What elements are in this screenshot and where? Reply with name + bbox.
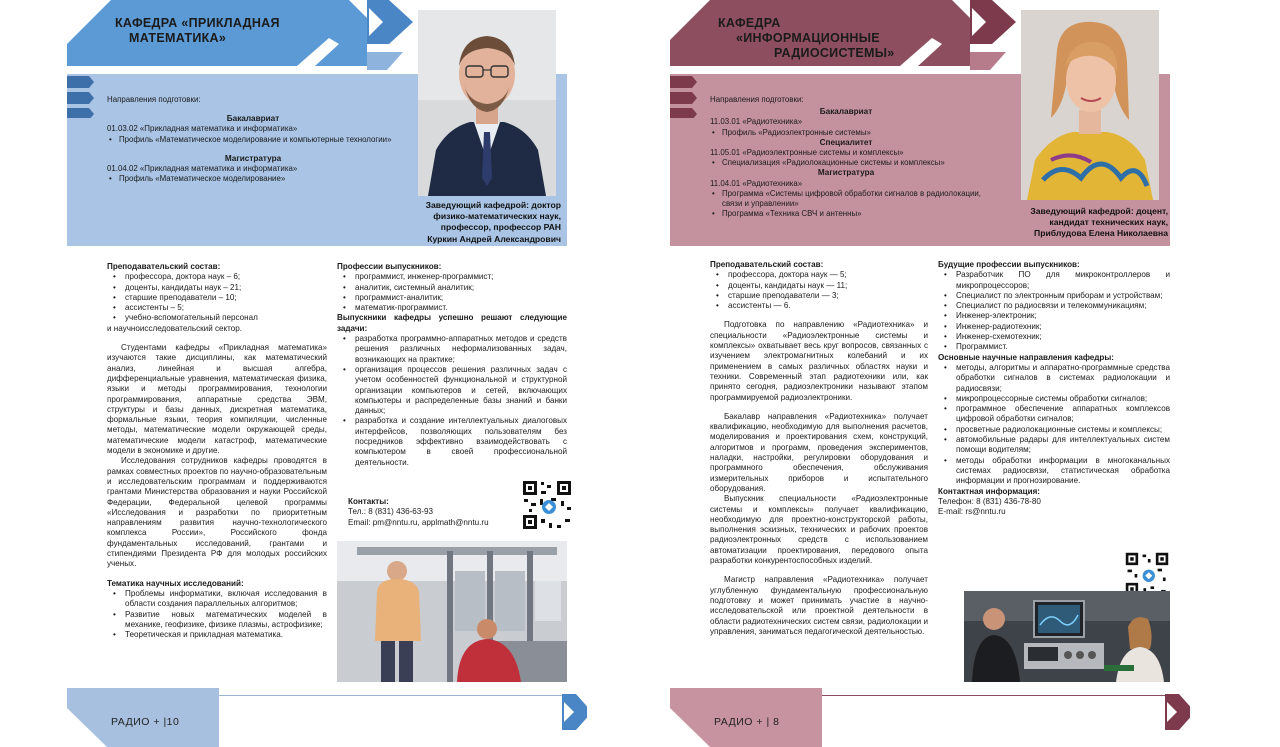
- header-banner: [67, 0, 367, 66]
- bachelor-code: 01.03.02 «Прикладная математика и информатика»: [107, 124, 298, 134]
- department-head-photo: [1021, 10, 1159, 200]
- task-item: • разработка и создание интеллектуальных диалоговых интерфейсов, позволяющих пользователям без посредников эффективно взаимодействовать с компьютером в своей профессиональной деятельности.: [337, 416, 567, 467]
- bachelor-heading: Бакалавриат: [819, 107, 873, 117]
- footer-chevron: [562, 694, 587, 747]
- profession-item: • программист, инженер-программист;: [337, 272, 567, 282]
- page-number: РАДИО + |10: [111, 716, 180, 728]
- left-column: [710, 260, 928, 637]
- master-code: 11.04.01 «Радиотехника»: [710, 178, 803, 188]
- portrait-illustration: [1021, 10, 1159, 200]
- lab-photo: [964, 591, 1170, 682]
- contact-email[interactable]: E-mail: rs@nntu.ru: [938, 507, 1006, 517]
- bachelor-paragraph: Бакалавр направления «Радиотехника» получает квалификацию, необходимую для выполнения расчетов, моделирования и проектирования схем, конструкций, алгоритмов и программ, проведения экспериментов, наладки, настройки, регулировки оборудования и программного обеспечения, обслуживания измерительных приборов и испытательного оборудования.: [710, 411, 928, 493]
- master-paragraph: Магистр направления «Радиотехника» получает углубленную фундаментальную профессиональную подготовку и может принимать участие в научно-исследовательской или проектной деятельности в области радиотехнических систем связи, радиолокации и управления, заниматься педагогической деятельностью.: [710, 575, 928, 636]
- head-caption-line: профессор, профессор РАН: [440, 222, 561, 233]
- future-item: • Инженер-радиотехник;: [938, 322, 1170, 332]
- future-heading: Будущие профессии выпускников:: [938, 260, 1080, 269]
- task-item: • организация процессов решения различных задач с учетом особенностей функциональной и структурной организации компьютеров и сетей, включающих компьютеры и распределенные базы знаний и банки данных;: [337, 365, 567, 416]
- bachelor-code: 11.03.01 «Радиотехника»: [710, 117, 803, 127]
- footer-line: [219, 695, 564, 696]
- science-item: • методы обработки информации в многоканальных системах радиосвязи, статистическая обработка информации и прогнозирование.: [938, 456, 1170, 487]
- programs-block: [710, 95, 982, 219]
- department-title-line1: КАФЕДРА «ПРИКЛАДНАЯ: [115, 16, 280, 30]
- science-item: • программное обеспечение аппаратных комплексов цифровой обработки сигналов;: [938, 404, 1170, 425]
- department-title-line2: МАТЕМАТИКА»: [129, 31, 227, 45]
- contacts-phone: Тел.: 8 (831) 436-63-93: [348, 507, 433, 517]
- staff-item: • учебно-вспомогательный персонал: [107, 313, 327, 323]
- portrait-illustration: [418, 10, 556, 196]
- programs-block: [107, 95, 399, 184]
- department-title: [718, 16, 895, 61]
- staff-item: • профессора, доктора наук — 5;: [710, 270, 928, 280]
- bachelor-profile: • Профиль «Радиоэлектронные системы»: [710, 128, 982, 138]
- master-code: 01.04.02 «Прикладная математика и информатика»: [107, 164, 298, 174]
- department-title-line2: «ИНФОРМАЦИОННЫЕ: [736, 31, 880, 45]
- staff-item: • старшие преподаватели — 3;: [710, 291, 928, 301]
- staff-heading: Преподавательский состав:: [107, 262, 221, 271]
- footer-corner-shape: [67, 688, 107, 747]
- graduate-paragraph: Выпускник специальности «Радиоэлектронные системы и комплексы» получает квалификацию, необходимую для проектно-конструкторской работы, выполнения эскизных, технических и рабочих проектов радиоэлектронных средств с использованием автоматизации проектирования, передового опыта разработки конкурентоспособных изделий.: [710, 494, 928, 566]
- students-paragraph: Студентами кафедры «Прикладная математика» изучаются такие дисциплины, как математический анализ, линейная и высшая алгебра, дифференциальные уравнения, математическая физика, языки и методы программирования, технологии программирования, аппаратные средства ЭВМ, структуры и базы данных, дискретная математика, формальные языки, теория компиляции, численные методы, математические модели окружающей среды, математические модели катастроф, математические модели в экономике и другие.: [107, 343, 327, 456]
- master-profile: • Профиль «Математическое моделирование»: [107, 174, 399, 184]
- right-column: [337, 262, 567, 468]
- footer-chevron: [1165, 694, 1190, 747]
- head-caption-line: Заведующий кафедрой: доцент,: [1030, 206, 1168, 216]
- staff-heading: Преподавательский состав:: [710, 260, 824, 269]
- profession-item: • программист-аналитик;: [337, 293, 567, 303]
- head-caption-line: кандидат технических наук,: [1049, 217, 1168, 228]
- staff-item: • ассистенты — 6.: [710, 301, 928, 311]
- department-title-line1: КАФЕДРА: [718, 16, 781, 30]
- head-caption-line: Куркин Андрей Александрович: [427, 233, 561, 244]
- science-item: • микропроцессорные системы обработки сигналов;: [938, 394, 1170, 404]
- specialist-spec: • Специализация «Радиолокационные системы и комплексы»: [710, 158, 982, 168]
- future-item: • Инженер-схемотехник;: [938, 332, 1170, 342]
- chevron-decoration: [970, 0, 1016, 70]
- science-item: • методы, алгоритмы и аппаратно-программные средства обработки сигналов в системах радиолокации и радиосвязи;: [938, 363, 1170, 394]
- topics-heading: Тематика научных исследований:: [107, 578, 244, 588]
- specialist-code: 11.05.01 «Радиоэлектронные системы и комплексы»: [710, 148, 904, 158]
- right-page: [670, 0, 1190, 747]
- department-title: [115, 16, 280, 46]
- lab-illustration: [964, 591, 1170, 682]
- staff-item: • доценты, кандидаты наук — 11;: [710, 281, 928, 291]
- head-caption: [998, 206, 1168, 240]
- future-item: • Разработчик ПО для микроконтроллеров и микропроцессоров;: [938, 270, 1170, 291]
- right-column: [938, 260, 1170, 517]
- qr-code-icon[interactable]: [521, 479, 573, 531]
- contact-phone: Телефон: 8 (831) 436-78-80: [938, 496, 1041, 506]
- head-caption: [395, 200, 561, 245]
- head-caption-line: физико-математических наук,: [433, 211, 561, 222]
- profession-item: • математик-программист.: [337, 303, 567, 313]
- science-item: • автомобильные радары для интеллектуальных систем помощи водителям;: [938, 435, 1170, 456]
- head-caption-line: Заведующий кафедрой: доктор: [425, 200, 561, 210]
- chevron-decoration: [367, 0, 413, 70]
- contacts-email[interactable]: Email: pm@nntu.ru, applmath@nntu.ru: [348, 517, 489, 527]
- arrow-markers: [67, 74, 95, 118]
- future-item: • Специалист по электронным приборам и устройствам;: [938, 291, 1170, 301]
- master-program: • Программа «Системы цифровой обработки сигналов в радиолокации, связи и управлении»: [710, 189, 982, 209]
- footer-corner-shape: [670, 688, 710, 747]
- profession-item: • аналитик, системный аналитик;: [337, 283, 567, 293]
- lab-illustration: [337, 541, 567, 682]
- contacts-heading: Контакты:: [348, 497, 389, 506]
- arrow-markers: [670, 74, 698, 118]
- task-item: • разработка программно-аппаратных методов и средств решения различных неформализованных задач, возникающих на практике;: [337, 334, 567, 365]
- lab-photo: [337, 541, 567, 682]
- contacts-block: [348, 497, 528, 528]
- topic-item: • Развитие новых математических моделей в механике, геофизике, физике плазмы, астрофизике;: [107, 610, 327, 631]
- future-item: • Инженер-электроник;: [938, 311, 1170, 321]
- professions-heading: Профессии выпускников:: [337, 262, 442, 271]
- topic-item: • Теоретическая и прикладная математика.: [107, 630, 327, 640]
- staff-item: • доценты, кандидаты наук – 21;: [107, 283, 327, 293]
- research-paragraph: Исследования сотрудников кафедры проводятся в рамках совместных проектов по научно-образовательным и исследовательским программам и поддерживаются грантами Министерства образования и науки Российской Федерации, Федеральной целевой программы «Исследования и разработки по приоритетным направлениям развития научно-технологического комплекса России», Российского фонда фундаментальных исследований, грантами и стипендиями Президента РФ для молодых российских ученых.: [107, 456, 327, 569]
- master-heading: Магистратура: [224, 153, 282, 163]
- master-heading: Магистратура: [817, 168, 875, 178]
- tasks-heading: Выпускники кафедры успешно решают следующие задачи:: [337, 313, 567, 333]
- prep-paragraph: Подготовка по направлению «Радиотехника» и специальности «Радиоэлектронные системы и комплексы» охватывает весь круг вопросов, связанных с изучением электромагнитных колебаний и их применением в самых различных областях науки и техники. Современный этап радиотехники или, как принято сегодня, радиоэлектроники называют этапом программируемой радиоэлектроники.: [710, 320, 928, 402]
- staff-item: • старшие преподаватели – 10;: [107, 293, 327, 303]
- head-caption-line: Приблудова Елена Николаевна: [1034, 228, 1168, 239]
- specialist-heading: Специалитет: [819, 137, 873, 147]
- bachelor-profile: • Профиль «Математическое моделирование и компьютерные технологии»: [107, 135, 399, 145]
- directions-label: Направления подготовки:: [710, 95, 804, 104]
- science-item: • просветные радиолокационные системы и комплексы;: [938, 425, 1170, 435]
- staff-item: • ассистенты – 5;: [107, 303, 327, 313]
- department-title-line3: РАДИОСИСТЕМЫ»: [774, 46, 895, 60]
- staff-item: • профессора, доктора наук – 6;: [107, 272, 327, 282]
- left-page: [67, 0, 587, 747]
- directions-label: Направления подготовки:: [107, 95, 201, 104]
- bachelor-heading: Бакалавриат: [226, 114, 280, 124]
- header-banner: [670, 0, 970, 66]
- department-head-photo: [418, 10, 556, 196]
- staff-tail: и научноисследовательский сектор.: [107, 323, 243, 333]
- master-program: • Программа «Техника СВЧ и антенны»: [710, 209, 982, 219]
- left-column: [107, 262, 327, 640]
- topic-item: • Проблемы информатики, включая исследования в области создания параллельных алгоритмов;: [107, 589, 327, 610]
- footer-line: [822, 695, 1167, 696]
- page-number: РАДИО + | 8: [714, 716, 780, 728]
- future-item: • Специалист по радиосвязи и телекоммуникациям;: [938, 301, 1170, 311]
- contact-heading: Контактная информация:: [938, 486, 1040, 496]
- future-item: • Программист.: [938, 342, 1170, 352]
- directions-heading: Основные научные направления кафедры:: [938, 352, 1114, 362]
